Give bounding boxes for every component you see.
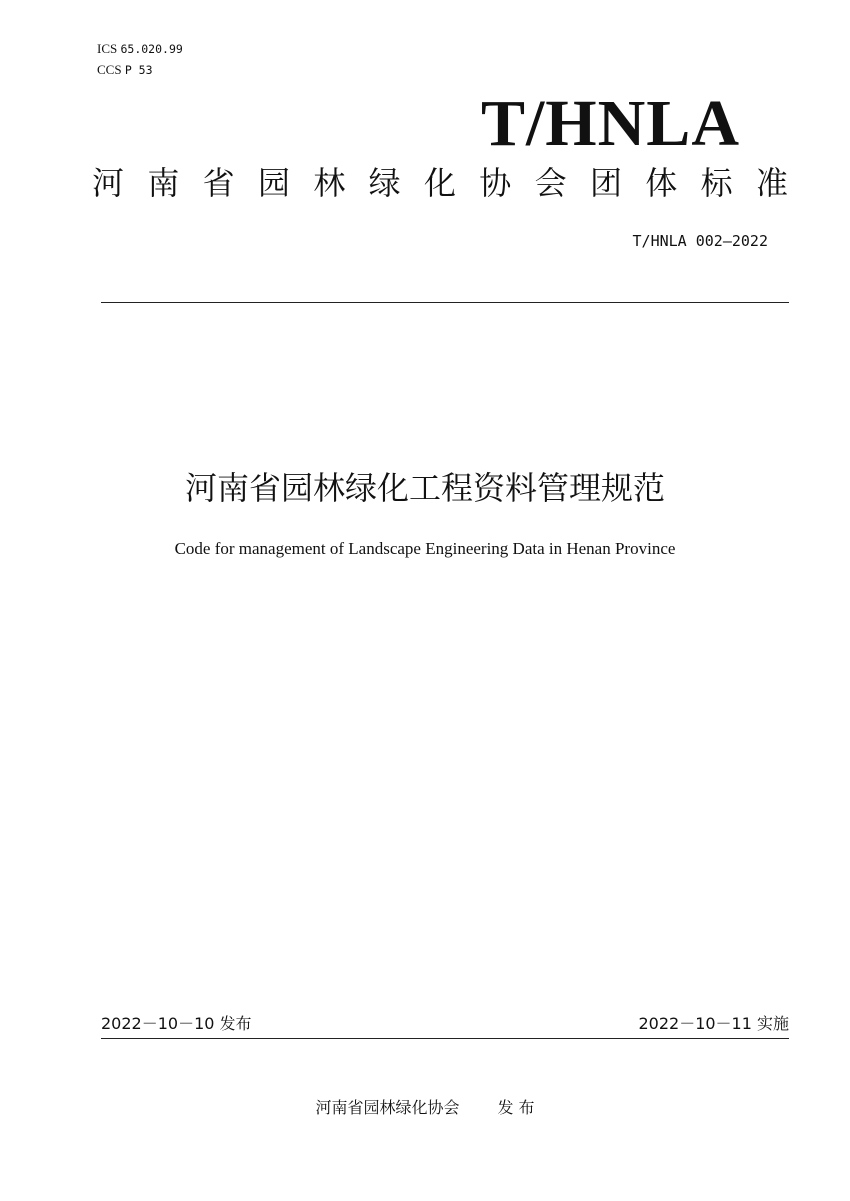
heading-char: 省 [202,164,235,202]
bottom-divider [101,1038,789,1039]
top-divider [101,302,789,303]
heading-char: 会 [534,164,567,202]
heading-char: 标 [700,164,733,202]
publish-word: 发 布 [497,1098,535,1117]
publisher-line [0,1096,850,1120]
heading-char: 绿 [368,164,401,202]
document-subtitle: Code for management of Landscape Engineering Data in Henan Province [174,539,676,558]
ics-label: ICS [97,41,118,56]
heading-char: 园 [257,164,290,202]
publish-date: 2022－10－10 发布 [101,1014,252,1033]
heading-char: 准 [755,164,788,202]
ics-code [97,41,183,57]
implement-date: 2022－10－11 实施 [638,1014,789,1033]
heading-char: 林 [313,164,346,202]
ics-value: 65.020.99 [120,42,183,56]
document-title: 河南省园林绿化工程资料管理规范 [184,469,665,507]
standard-logo: T/HNLA [480,87,740,160]
ccs-label: CCS [97,62,122,77]
heading-char: 南 [147,164,180,202]
standard-number: T/HNLA 002—2022 [632,232,768,250]
heading-char: 化 [423,164,456,202]
heading-char: 团 [589,164,622,202]
heading-char: 体 [645,164,678,202]
ccs-code [97,62,153,78]
association-standard-heading [92,160,788,206]
heading-char: 河 [92,164,125,202]
heading-char: 协 [479,164,512,202]
ccs-value: P 53 [124,63,153,77]
publisher-name: 河南省园林绿化协会 [315,1098,460,1117]
